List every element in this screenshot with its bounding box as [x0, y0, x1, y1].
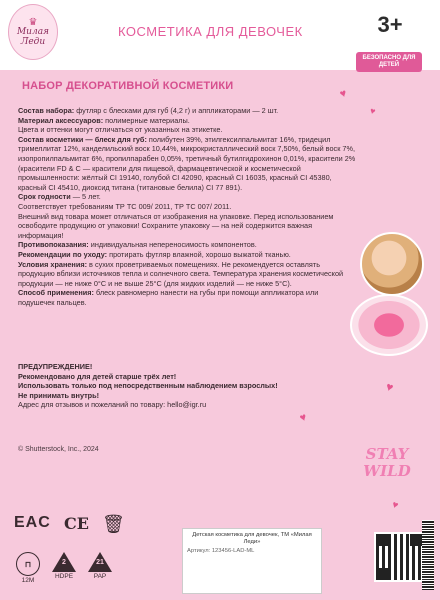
usage-label: Способ применения: [18, 288, 94, 298]
storage-text: в сухих проветриваемых помещениях. Не рекомендуется оставлять продукцию вблизи источников тепла и солнечного света. Температура хранения косметической продукции — не ниже 0°С и не выше 25°С (для жидких изделий — не ниже 5°С). [18, 259, 344, 288]
category-title: КОСМЕТИКА ДЛЯ ДЕВОЧЕК [118, 24, 303, 39]
pao-label: 12M [21, 577, 35, 584]
warning-line-2: Использовать только под непосредственным наблюдением взрослых! [18, 381, 278, 391]
qr-code [374, 532, 424, 582]
set-paragraph [18, 106, 356, 116]
product-description [18, 106, 356, 307]
heart-icon: ♥ [390, 499, 400, 512]
material-text: полимерные материалы. [103, 115, 190, 125]
hdpe-label: HDPE [54, 573, 74, 580]
pao-symbol [14, 552, 42, 584]
logo-line-1: Милая [16, 26, 50, 37]
set-label: Состав набора: [18, 106, 75, 115]
barcode [422, 520, 434, 590]
pap-number: 21 [96, 559, 104, 566]
feedback-address: Адрес для отзывов и пожеланий по товару: hello@igr.ru [18, 400, 207, 410]
storage-label: Условия хранения: [18, 259, 88, 269]
brand-logo [8, 4, 58, 60]
pap-symbol [86, 552, 114, 584]
contraindications-paragraph [18, 240, 356, 250]
warning-line-3: Не принимать внутрь! [18, 390, 100, 400]
care-text: протирать футляр влажной, хорошо выжатой тканью. [107, 249, 291, 259]
material-label: Материал аксессуаров: [18, 115, 104, 125]
crown-icon: ♛ [28, 16, 38, 28]
composition-label: Состав косметики — блеск для губ: [18, 134, 147, 144]
recycle-triangle-icon [52, 552, 76, 572]
standards-text: Соответствует требованиям ТР ТС 009/ 2011, ТР ТС 007/ 2011. [18, 201, 232, 211]
girl-photo [360, 232, 424, 296]
storage-paragraph [18, 260, 356, 289]
set-text: футляр с блесками для губ (4,2 г) и аппликаторами — 2 шт. [74, 106, 279, 115]
lips-photo [350, 294, 428, 356]
certification-marks [14, 514, 174, 592]
warning-line-1: Рекомендовано для детей старше трёх лет! [18, 371, 177, 381]
composition-paragraph [18, 135, 356, 193]
shelf-label: Срок годности [18, 192, 71, 202]
heart-icon: ♥ [384, 379, 396, 395]
heart-icon: ♥ [338, 87, 349, 101]
crossed-bin-icon: 🗑 [102, 514, 125, 534]
logo-line-2: Леди [20, 36, 46, 47]
usage-paragraph [18, 288, 356, 307]
eac-mark-icon: EAC [14, 514, 51, 531]
warning-title: ПРЕДУПРЕЖДЕНИЕ! [18, 362, 93, 371]
ce-mark-icon: CE [64, 514, 89, 533]
care-paragraph [18, 250, 356, 260]
pap-label: PAP [93, 573, 107, 580]
stay-wild-decor [352, 446, 422, 480]
age-rating: 3+ [377, 12, 403, 37]
shelf-life-paragraph [18, 192, 356, 202]
warning-block [18, 362, 348, 410]
safe-badge: БЕЗОПАСНО ДЛЯ ДЕТЕЙ [356, 52, 422, 72]
recycle-symbols [14, 552, 114, 584]
main-heading: НАБОР ДЕКОРАТИВНОЙ КОСМЕТИКИ [22, 80, 234, 92]
heart-icon: ♥ [368, 105, 377, 117]
shelf-text: — 5 лет. [70, 192, 101, 202]
material-paragraph [18, 116, 356, 126]
hdpe-number: 2 [62, 559, 66, 566]
heart-icon: ♥ [298, 411, 309, 425]
jar-icon: ⊓ [16, 552, 40, 576]
colors-note: Цвета и оттенки могут отличаться от указанных на этикетке. [18, 125, 223, 135]
care-label: Рекомендации по уходу: [18, 249, 108, 259]
contra-label: Противопоказания: [18, 240, 89, 250]
label-article: Артикул: 123456-LAD-ML [187, 547, 255, 554]
recycle-triangle-icon [88, 552, 112, 572]
hdpe-symbol [50, 552, 78, 584]
usage-text: блеск равномерно нанести на губы при помощи аппликатора или подушечек пальцев. [18, 288, 319, 307]
composition-text: полибутен 39%, этилгексилпальмитат 16%, тридецил тримеллитат 12%, канделильский воск 10,44%, микрокристаллический воск 7,50%, белый воск 7%, изопропилпальмитат 6%, пропилпарабен 0,05%, третичный бутилгидрохинон 0,01%, красители 2% (красители FD & C — красители для пищевой, фармацевтической и косметической промышленности: жёлтый CI 19140, голубой CI 42090, красный CI 16035, красный CI 45380, красный CI 45410, диоксид титана (титановые белила) CI 77 891). [18, 134, 356, 192]
label-title: Детская косметика для девочек, ТМ «Милая Леди» [192, 532, 312, 545]
contra-text: индивидуальная непереносимость компонентов. [88, 240, 257, 250]
product-label-sticker [182, 528, 322, 594]
wild-text: WILD [363, 462, 411, 480]
copyright-text: © Shutterstock, Inc., 2024 [18, 446, 99, 453]
stay-text: STAY [365, 445, 409, 463]
appearance-note: Внешний вид товара может отличаться от изображения на упаковке. Перед использованием освободите продукцию от упаковки! Сохраните упаковку — на ней содержится важная информация! [18, 211, 334, 240]
